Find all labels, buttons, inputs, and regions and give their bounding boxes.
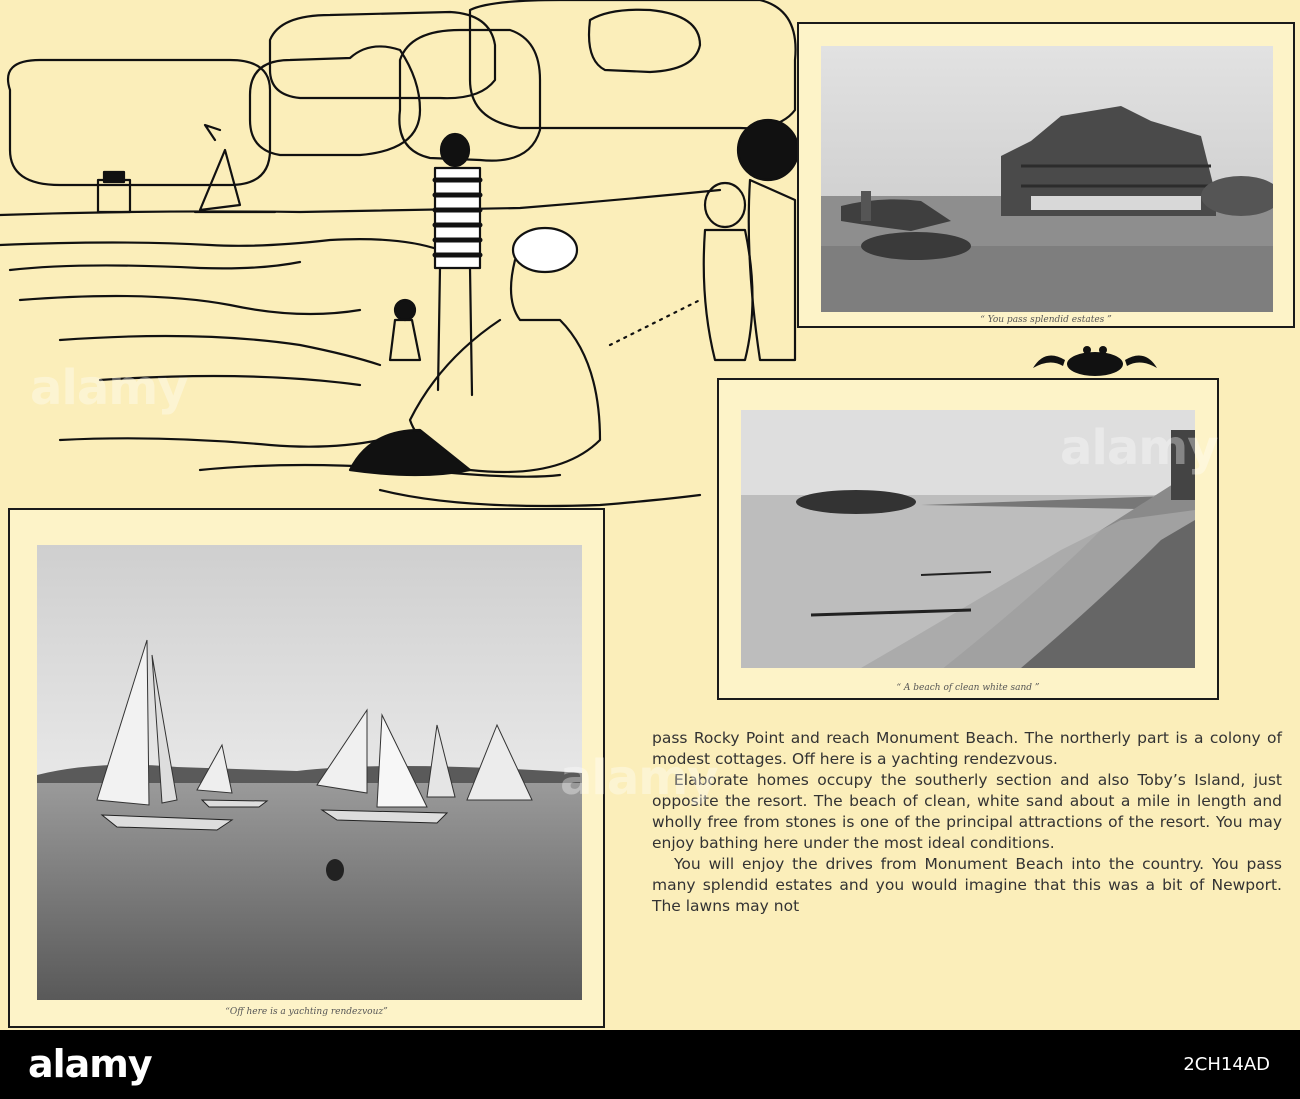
image-id: 2CH14AD — [1183, 1054, 1270, 1075]
paragraph-3: You will enjoy the drives from Monument Beach into the country. You pass many splendid estates and you would imagine that this was a bit of Newport. The lawns may not — [652, 855, 1282, 915]
watermark: alamy — [1060, 420, 1218, 476]
photo-frame-estates — [797, 22, 1295, 328]
estate-photo — [821, 46, 1273, 312]
body-text — [652, 728, 1282, 917]
beach-scene-illustration — [0, 0, 800, 540]
alamy-logo: alamy — [28, 1042, 152, 1086]
paragraph-2: Elaborate homes occupy the southerly section and also Toby’s Island, just opposite the resort. The beach of clean, white sand about a mile in length and wholly free from stones is one of the principal attractions of the resort. You may enjoy bathing here under the most ideal conditions. — [652, 771, 1282, 852]
caption-estates: “ You pass splendid estates ” — [980, 315, 1112, 325]
watermark: alamy — [560, 750, 718, 806]
photo-frame-yachts — [8, 508, 605, 1028]
crab-ornament — [1025, 338, 1165, 378]
watermark: alamy — [30, 360, 188, 416]
paragraph-1: pass Rocky Point and reach Monument Beach. The northerly part is a colony of modest cottages. Off here is a yachting rendezvous. — [652, 729, 1282, 768]
stock-banner — [0, 1030, 1300, 1099]
caption-yachts: “Off here is a yachting rendezvouz” — [225, 1007, 388, 1017]
yachting-photo — [37, 545, 582, 1000]
caption-beach: “ A beach of clean white sand ” — [896, 683, 1040, 693]
